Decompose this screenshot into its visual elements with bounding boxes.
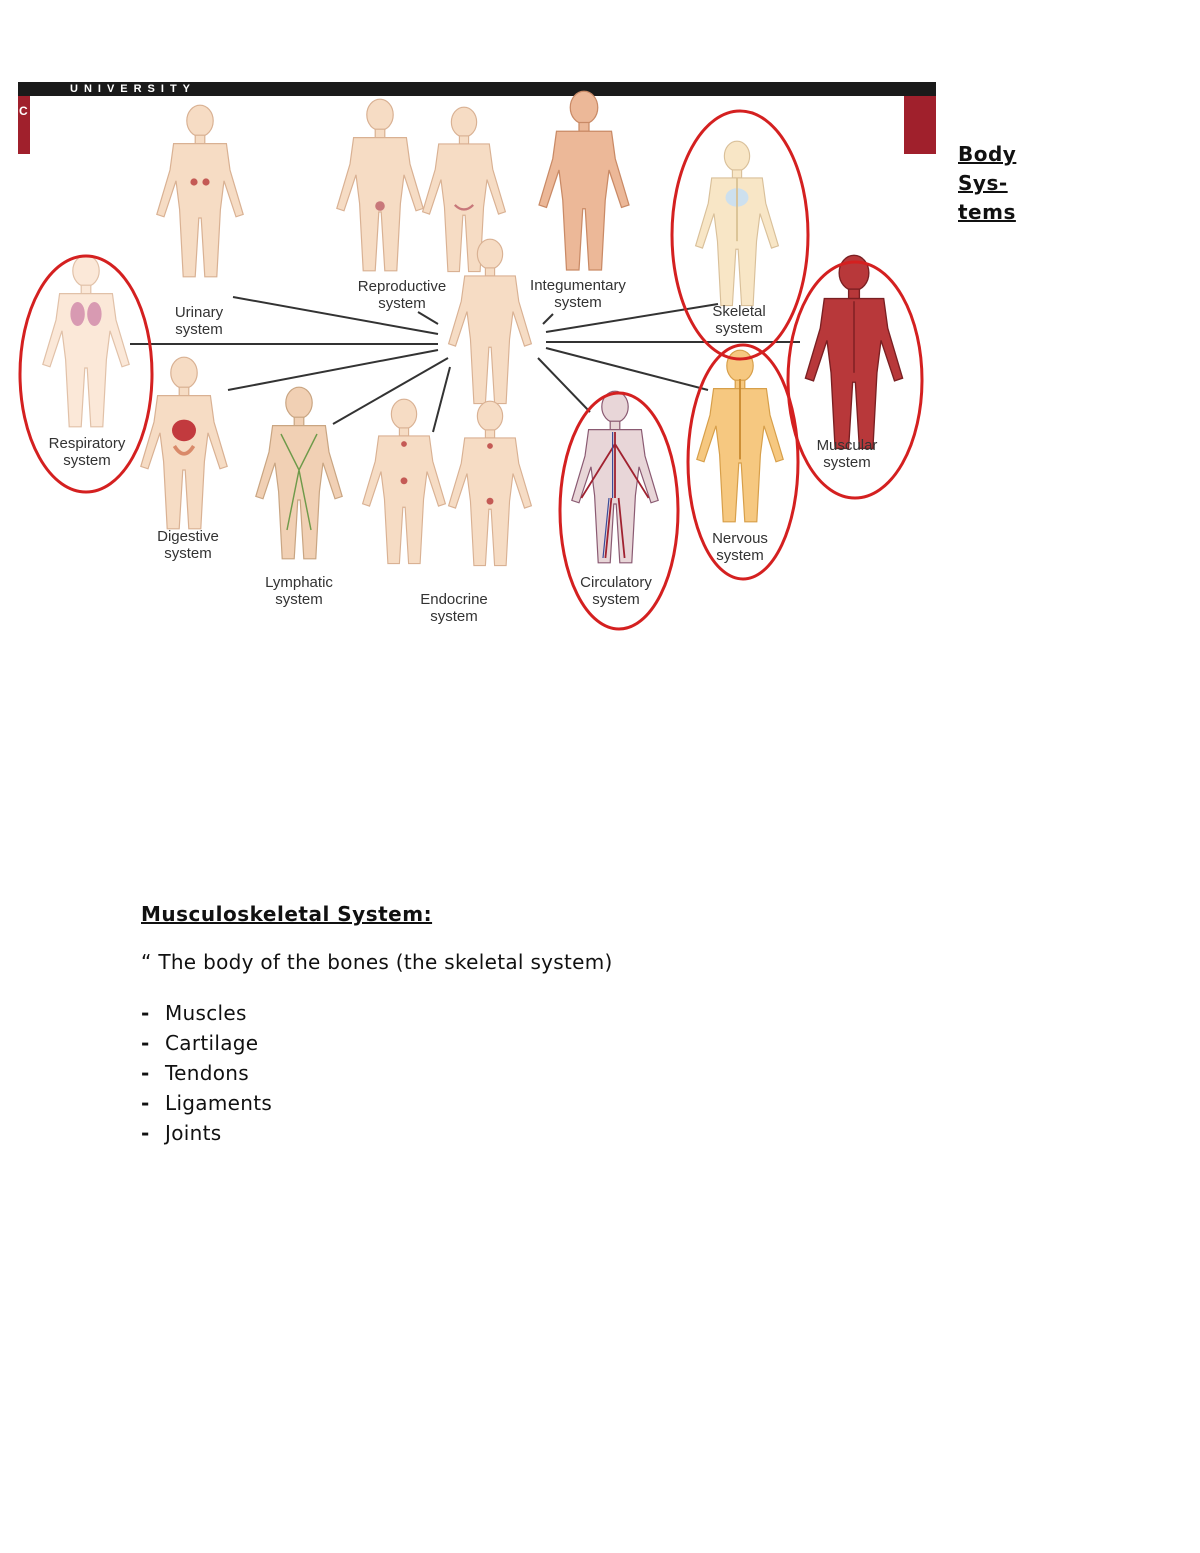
label-circulatory: Circulatory system <box>580 574 652 608</box>
label-digestive: Digestive system <box>157 528 219 562</box>
label-respiratory: Respiratory system <box>48 435 126 469</box>
header-corner-letter: C <box>19 104 28 118</box>
list-item-text: Ligaments <box>165 1091 273 1115</box>
label-nervous: Nervous system <box>712 530 768 564</box>
label-reproductive: Reproductive system <box>357 278 447 312</box>
label-skeletal: Skeletal system <box>712 303 766 337</box>
list-item <box>141 1088 1041 1118</box>
section-intro: “ The body of the bones (the skeletal system) <box>141 950 613 974</box>
list-item <box>141 1028 1041 1058</box>
side-title-line: Body <box>958 142 1017 166</box>
list-item-text: Cartilage <box>165 1031 259 1055</box>
list-item <box>141 1058 1041 1088</box>
label-lymphatic: Lymphatic system <box>265 574 333 608</box>
bullet-dash: - <box>141 1061 150 1085</box>
header-right-accent <box>904 96 936 154</box>
bullet-dash: - <box>141 1091 150 1115</box>
side-title-body-systems <box>958 140 1078 227</box>
list-item-text: Joints <box>165 1121 222 1145</box>
side-title-line: tems <box>958 200 1016 224</box>
list-item <box>141 1118 1041 1148</box>
bullet-dash: - <box>141 1031 150 1055</box>
section-title: Musculoskeletal System: <box>141 902 433 926</box>
label-muscular: Muscular system <box>816 437 878 471</box>
list-item-text: Muscles <box>165 1001 247 1025</box>
bullet-dash: - <box>141 1001 150 1025</box>
components-list <box>141 998 1041 1148</box>
bullet-dash: - <box>141 1121 150 1145</box>
header-wordmark: UNIVERSITY <box>70 83 197 95</box>
side-title-line: Sys- <box>958 171 1008 195</box>
body-systems-figure <box>18 82 936 654</box>
label-urinary: Urinary system <box>174 304 224 338</box>
list-item <box>141 998 1041 1028</box>
list-item-text: Tendons <box>165 1061 249 1085</box>
label-endocrine: Endocrine system <box>420 591 488 625</box>
label-integumentary: Integumentary system <box>530 277 626 311</box>
musculoskeletal-section <box>141 902 1041 1148</box>
